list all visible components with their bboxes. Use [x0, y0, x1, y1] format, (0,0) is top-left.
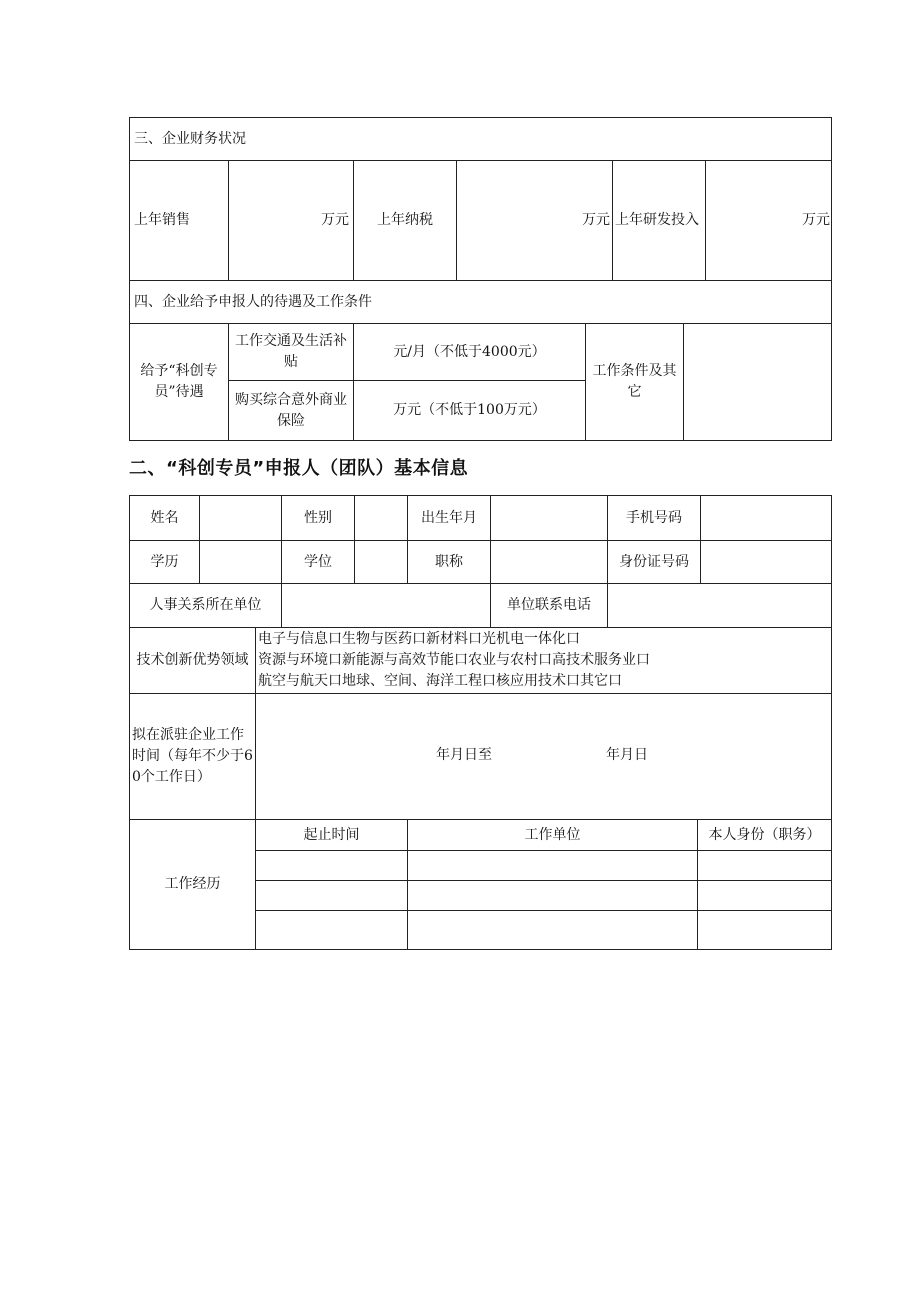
- exp-col-unit: 工作单位: [408, 820, 698, 851]
- enterprise-info-table: [129, 117, 832, 441]
- tax-unit: 万元: [582, 212, 610, 228]
- birth-input[interactable]: [491, 496, 608, 541]
- section3-title: 三、企业财务状况: [130, 118, 832, 161]
- sales-input[interactable]: [229, 161, 354, 281]
- rd-unit: 万元: [802, 212, 830, 228]
- id-input[interactable]: [701, 541, 832, 584]
- name-input[interactable]: [200, 496, 282, 541]
- exp-unit-input[interactable]: [408, 911, 698, 950]
- unit-phone-input[interactable]: [608, 584, 832, 628]
- period-from: 年月日至: [436, 747, 492, 763]
- insurance-label: 购买综合意外商业保险: [229, 381, 354, 441]
- exp-time-input[interactable]: [256, 851, 408, 881]
- tax-input[interactable]: [457, 161, 613, 281]
- exp-unit-input[interactable]: [408, 851, 698, 881]
- field-line-2: 资源与环境口新能源与高效节能口农业与农村口高技术服务业口: [258, 652, 650, 668]
- period-input[interactable]: [256, 694, 832, 820]
- field-line-3: 航空与航天口地球、空间、海洋工程口核应用技术口其它口: [258, 673, 622, 689]
- applicant-info-table: [129, 495, 832, 950]
- conditions-input[interactable]: [684, 324, 832, 441]
- gender-label: 性别: [282, 496, 355, 541]
- unit-phone-label: 单位联系电话: [491, 584, 608, 628]
- exp-role-input[interactable]: [698, 851, 832, 881]
- unit-input[interactable]: [282, 584, 491, 628]
- insurance-value: 万元（不低于100万元）: [393, 402, 546, 418]
- exp-time-input[interactable]: [256, 911, 408, 950]
- section4-title: 四、企业给予申报人的待遇及工作条件: [130, 281, 832, 324]
- title-label: 职称: [408, 541, 491, 584]
- gender-input[interactable]: [355, 496, 408, 541]
- tax-label: 上年纳税: [354, 161, 457, 281]
- benefit-label: 给予“科创专员”待遇: [130, 324, 229, 441]
- exp-time-input[interactable]: [256, 881, 408, 911]
- exp-role-input[interactable]: [698, 881, 832, 911]
- field-line-1: 电子与信息口生物与医药口新材料口光机电一体化口: [258, 631, 580, 647]
- degree-input[interactable]: [355, 541, 408, 584]
- degree-label: 学位: [282, 541, 355, 584]
- phone-label: 手机号码: [608, 496, 701, 541]
- exp-role-input[interactable]: [698, 911, 832, 950]
- period-to: 年月日: [606, 747, 648, 763]
- section2-heading: 二、“科创专员”申报人（团队）基本信息: [129, 458, 469, 479]
- field-options[interactable]: [256, 628, 832, 694]
- birth-label: 出生年月: [408, 496, 491, 541]
- exp-col-role: 本人身份（职务）: [698, 820, 832, 851]
- phone-input[interactable]: [701, 496, 832, 541]
- period-label: 拟在派驻企业工作时间（每年不少于60个工作日）: [130, 694, 256, 820]
- field-label: 技术创新优势领域: [130, 628, 256, 694]
- exp-col-time: 起止时间: [256, 820, 408, 851]
- name-label: 姓名: [130, 496, 200, 541]
- education-label: 学历: [130, 541, 200, 584]
- subsidy-label: 工作交通及生活补贴: [229, 324, 354, 381]
- subsidy-value: 元/月（不低于4000元）: [393, 343, 546, 360]
- subsidy-input[interactable]: [354, 324, 586, 381]
- education-input[interactable]: [200, 541, 282, 584]
- title-input[interactable]: [491, 541, 608, 584]
- experience-label: 工作经历: [130, 820, 256, 950]
- rd-input[interactable]: [706, 161, 832, 281]
- exp-unit-input[interactable]: [408, 881, 698, 911]
- sales-unit: 万元: [321, 212, 349, 228]
- insurance-input[interactable]: [354, 381, 586, 441]
- sales-label: 上年销售: [130, 161, 229, 281]
- unit-label: 人事关系所在单位: [130, 584, 282, 628]
- conditions-label: 工作条件及其它: [586, 324, 684, 441]
- rd-label: 上年研发投入: [613, 161, 706, 281]
- id-label: 身份证号码: [608, 541, 701, 584]
